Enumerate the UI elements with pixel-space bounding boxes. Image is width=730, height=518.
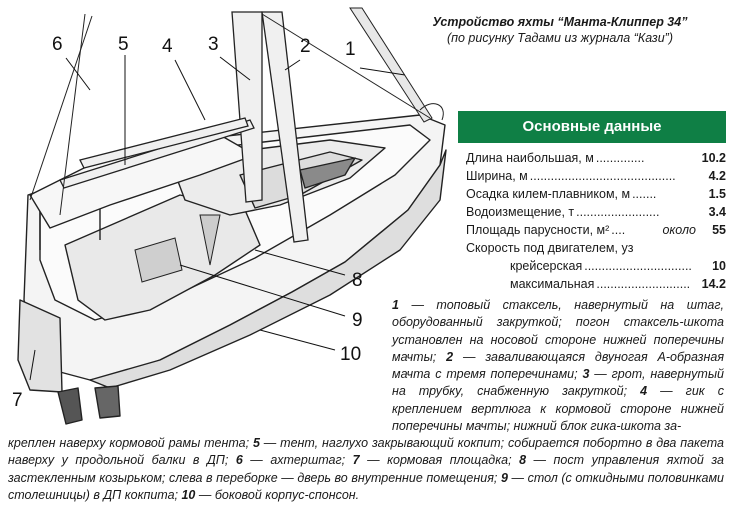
title-block	[395, 14, 725, 46]
spec-value: 55	[712, 223, 726, 237]
spec-leader-dots: ....	[611, 223, 626, 237]
spec-row	[466, 203, 726, 221]
specs-panel	[458, 111, 726, 293]
legend-text: — тент, наглухо закрывающий кокпит; собирается побортно в два пакета наверху у продольной балки в ДП;	[8, 436, 724, 468]
legend-number: 10	[181, 487, 196, 502]
spec-label: Скорость под двигателем, уз	[466, 241, 634, 255]
legend-text: — гик с креплением вертлюга к кормовой стороне нижней поперечины мачты; нижний блок гика-шкота за-	[392, 384, 724, 434]
callout-number-8: 8	[352, 270, 363, 291]
spec-leader-dots: ...........................	[596, 277, 691, 291]
legend-number: 2	[446, 349, 454, 364]
legend-text: креплен наверху кормовой рамы тента;	[8, 436, 253, 450]
legend-top	[392, 297, 724, 435]
spec-value: 4.2	[708, 169, 726, 183]
callout-number-2: 2	[300, 36, 311, 57]
diagram-subtitle: (по рисунку Тадами из журнала “Кази”)	[446, 31, 674, 45]
spec-value: 3.4	[708, 205, 726, 219]
callout-number-9: 9	[352, 310, 363, 331]
spec-row	[466, 167, 726, 185]
spec-leader-dots: ..............	[595, 151, 645, 165]
legend-number: 6	[235, 453, 243, 468]
legend-text: — заваливающаяся двуногая А-образная мачта с тремя поперечинами;	[392, 349, 724, 382]
legend-text: — пост управления яхтой за застекленным козырьком; слева в переборке — дверь во внутренние помещения;	[8, 453, 724, 485]
diagram-title: Устройство яхты “Манта-Клиппер 34”	[432, 15, 688, 29]
spec-row	[466, 185, 726, 203]
spec-value-prefix: около	[662, 223, 696, 237]
legend-text: — топовый стаксель, навернутый на штаг, оборудованный закруткой; погон стаксель-шкота установлен на носовой стороне нижней поперечины мачты;	[392, 298, 724, 364]
legend-number: 1	[392, 298, 399, 312]
legend-number: 4	[640, 384, 648, 399]
rudder	[58, 388, 82, 424]
specs-header: Основные данные	[458, 111, 726, 143]
spec-row	[466, 275, 726, 293]
spec-leader-dots: ..........................................	[529, 169, 676, 183]
spec-leader-dots	[633, 239, 700, 257]
callout-number-6: 6	[52, 34, 63, 55]
spec-row	[466, 239, 726, 257]
specs-list	[458, 143, 726, 293]
legend-number: 8	[519, 453, 527, 468]
callout-number-1: 1	[345, 39, 356, 60]
spec-row	[466, 221, 726, 239]
spec-leader-dots: .......	[632, 187, 657, 201]
spec-value: 10.2	[701, 151, 726, 165]
spec-leader-dots: ........................	[576, 205, 660, 219]
spec-value	[700, 239, 726, 257]
spec-label: Площадь парусности, м²	[466, 223, 610, 237]
spec-label: Ширина, м	[466, 169, 528, 183]
spec-value: 14.2	[701, 277, 726, 291]
spec-leader-dots: ...............................	[584, 259, 692, 273]
spec-label: Осадка килем-плавником, м	[466, 187, 631, 201]
legend-bottom	[8, 435, 724, 504]
spec-value: 1.5	[708, 187, 726, 201]
legend-text: — стол (с откидными половинками столешницы) в ДП кокпита;	[8, 470, 724, 502]
spec-label: Водоизмещение, т	[466, 205, 575, 219]
sponson-keel	[95, 386, 120, 418]
legend-text: — грот, навернутый на трубку, снабженную закруткой;	[392, 367, 724, 399]
callout-number-5: 5	[118, 34, 129, 55]
callout-number-7: 7	[12, 390, 23, 411]
legend-text: — ахтерштаг;	[242, 453, 353, 468]
spec-value: 10	[712, 259, 726, 273]
callout-number-10: 10	[340, 344, 362, 365]
callout-number-3: 3	[208, 34, 219, 55]
spec-row	[466, 257, 726, 275]
legend-text: — кормовая площадка;	[359, 453, 520, 468]
legend-number: 3	[582, 367, 590, 382]
legend-text: — боковой корпус-спонсон.	[195, 487, 360, 502]
legend-number: 7	[352, 453, 360, 468]
legend-number: 5	[252, 436, 260, 450]
spec-label: Длина наибольшая, м	[466, 151, 594, 165]
spec-row	[466, 149, 726, 167]
callout-number-4: 4	[162, 36, 173, 57]
spec-label: максимальная	[510, 277, 595, 291]
spec-label: крейсерская	[510, 259, 583, 273]
legend-number: 9	[500, 470, 508, 485]
